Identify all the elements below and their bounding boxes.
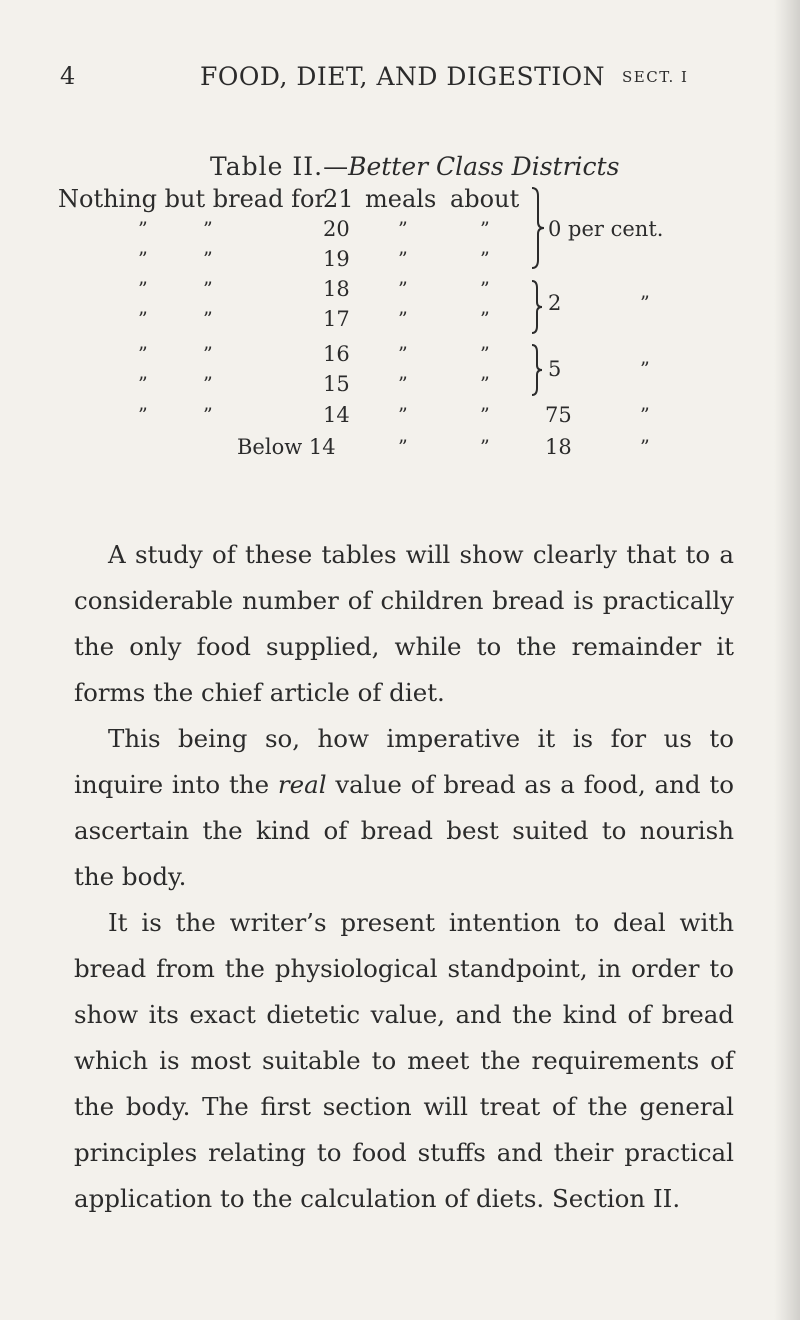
ditto-mark: ” [398,218,408,240]
paragraph-text: This being so, how imperative it is for us to inquire into the [74,724,734,799]
ditto-mark: ” [480,404,490,426]
percentage-value: 0 per cent. [548,217,664,241]
row-meals-first: meals [365,185,437,213]
ditto-mark: ” [398,373,408,395]
paragraph [74,716,734,900]
ditto-mark: ” [138,218,148,240]
ditto-mark: ” [203,404,213,426]
ditto-mark: ” [138,343,148,365]
ditto-mark: ” [398,308,408,330]
row-label-below: Below 14 [237,435,336,459]
ditto-mark: ” [480,278,490,300]
ditto-mark: ” [398,278,408,300]
ditto-mark: ” [138,308,148,330]
ditto-mark: ” [640,404,650,426]
row-count: 14 [323,403,350,427]
book-title: FOOD, DIET, AND DIGESTION [200,62,606,91]
table-number: Table II. [210,152,324,181]
emphasis-word: real [277,770,327,799]
ditto-mark: ” [203,343,213,365]
body-text [74,532,734,1222]
ditto-mark: ” [138,373,148,395]
row-label-first: Nothing but bread for [58,185,326,213]
paragraph-text: value of bread as a food, and to ascertain the kind of bread best suited to nourish the body. [74,770,735,891]
row-about-first: about [450,185,520,213]
percentage-value: 18 [545,435,572,459]
ditto-mark: ” [138,248,148,270]
caption-dash: — [323,152,349,181]
row-count: 16 [323,342,350,366]
ditto-mark: ” [203,373,213,395]
ditto-mark: ” [398,436,408,458]
ditto-mark: ” [480,373,490,395]
paragraph: A study of these tables will show clearly that to a considerable number of children bread is practically the only food supplied, while to the remainder it forms the chief article of diet. [74,540,734,707]
percentage-value: 5 [548,357,562,381]
row-count: 15 [323,372,350,396]
ditto-mark: ” [138,404,148,426]
ditto-mark: ” [138,278,148,300]
row-count: 18 [323,277,350,301]
ditto-mark: ” [480,248,490,270]
meals-table [0,0,800,530]
row-count: 17 [323,307,350,331]
section-mark: SECT. I [622,68,689,86]
row-count-first: 21 [323,185,354,213]
ditto-mark: ” [203,218,213,240]
row-count: 19 [323,247,350,271]
ditto-mark: ” [203,308,213,330]
ditto-mark: ” [640,358,650,380]
right-brace [530,278,544,336]
ditto-mark: ” [480,343,490,365]
page-number: 4 [60,62,76,90]
right-brace [530,184,546,272]
ditto-mark: ” [398,248,408,270]
table-title: Better Class Districts [348,152,620,181]
right-brace [530,342,544,398]
ditto-mark: ” [203,248,213,270]
row-count: 20 [323,217,350,241]
percentage-value: 75 [545,403,572,427]
percentage-value: 2 [548,291,562,315]
paragraph: It is the writer’s present intention to deal with bread from the physiological standpoint, in order to show its exact dietetic value, and the kind of bread which is most suitable to meet the requirements of the body. The first section will treat of the general principles relating to food stuffs and their practical application to the calculation of diets. Section II. [74,908,734,1213]
ditto-mark: ” [640,436,650,458]
ditto-mark: ” [203,278,213,300]
ditto-mark: ” [640,292,650,314]
ditto-mark: ” [480,218,490,240]
ditto-mark: ” [480,436,490,458]
ditto-mark: ” [398,404,408,426]
ditto-mark: ” [398,343,408,365]
ditto-mark: ” [480,308,490,330]
